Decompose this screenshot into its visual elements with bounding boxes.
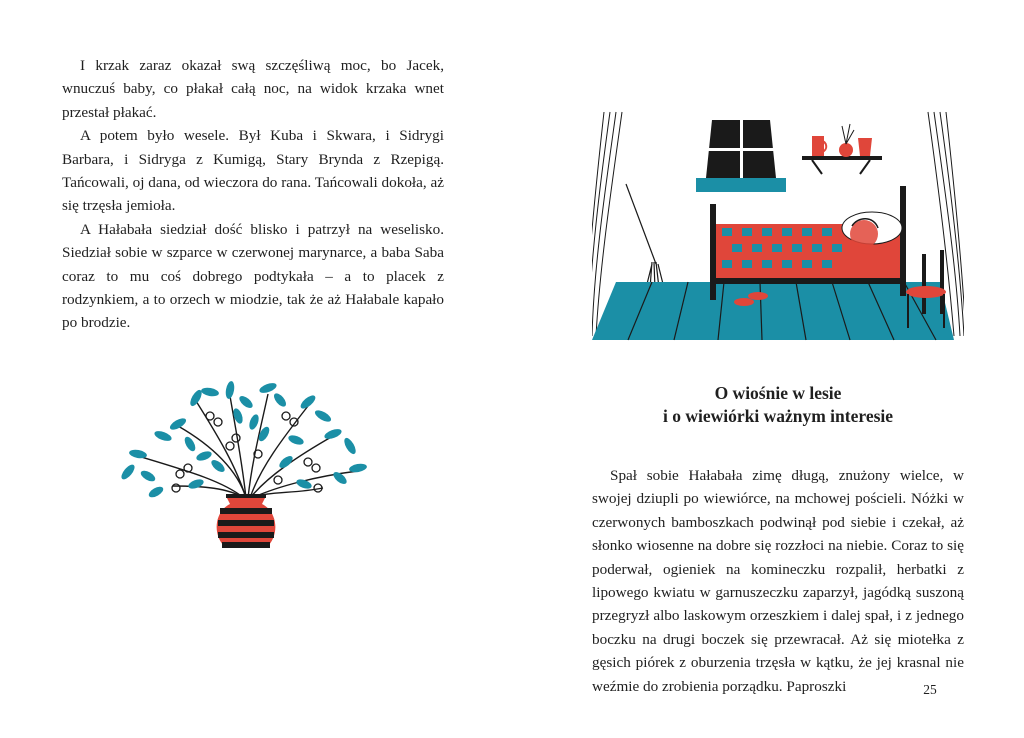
left-page-text xyxy=(62,54,444,335)
bed-illustration xyxy=(592,104,964,344)
chapter-title xyxy=(592,382,964,428)
paragraph: I krzak zaraz okazał swą szczęśliwą moc, bo Jacek, wnuczuś baby, co płakał całą noc, na widok krzaka wnet przestał płakać. xyxy=(62,57,444,121)
paragraph: Spał sobie Hałabała zimę długą, znużony wielce, w swojej dziupli po wiewiórce, na mchowej pościeli. Nóżki w czerwonych bamboszkach podwinął pod siebie i czekał, aż słonko wiosenne na dobre się rozzłoci na niebie. Coraz to się poderwał, ogieniek na komineczku rozpalił, herbatki z lipowego kwiatu w garnuszeczku zaparzył, jagódką suszoną przegryzł albo laskowym orzeszkiem i dalej spał, i z jednego boczku na drugi boczek się przewracał. Aż się miotełka z gęsich piórek z oburzenia trzęsła w kątku, że jej krasnal nie weźmie do zrobienia porządku. Paproszki xyxy=(592,467,964,695)
floor xyxy=(592,282,954,340)
paragraph: A Hałabała siedział dość blisko i patrzył na weselisko. Siedział sobie w szparce w czerwonej marynarce, a baba Saba coraz to mu coś dobrego podtykała – a to placek z rodzynkiem, a to orzech w miodzie, tak że aż Hałabale kapało po brodzie. xyxy=(62,220,444,332)
vase-illustration xyxy=(118,376,374,552)
page-number: 25 xyxy=(923,682,937,697)
window xyxy=(696,120,786,192)
vase xyxy=(217,494,276,548)
chapter-title-line1: O wiośnie w lesie xyxy=(714,383,842,403)
right-page-text xyxy=(592,464,964,698)
shelf xyxy=(802,124,882,174)
branches xyxy=(138,394,358,498)
bed xyxy=(710,186,906,300)
paragraph: A potem było wesele. Był Kuba i Skwara, i Sidrygi Barbara, i Sidryga z Kumigą, Stary Brynda z Rzepigą. Tańcowali, oj dana, od wieczora do rana. Tańcowali dokoła, aż się trzęsła jemioła. xyxy=(62,127,444,215)
chapter-title-line2: i o wiewiórki ważnym interesie xyxy=(662,406,894,426)
